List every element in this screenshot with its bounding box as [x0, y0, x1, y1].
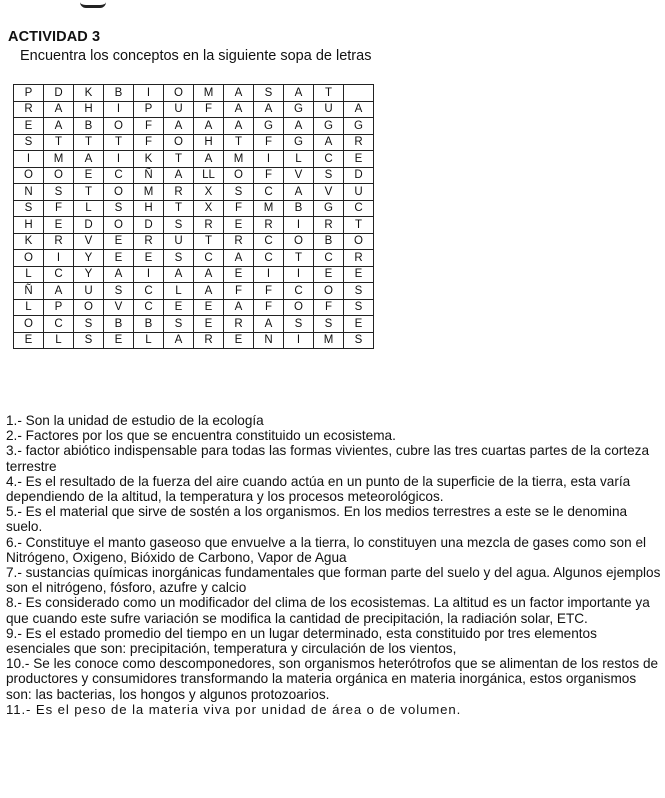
grid-cell: T: [284, 250, 314, 267]
clue-item: 9.- Es el estado promedio del tiempo en un lugar determinado, esta constituido por tres elementos esenciales que son: precipitación, temperatura y circulación de los vientos,: [6, 625, 597, 657]
grid-cell: R: [224, 316, 254, 333]
grid-cell: R: [134, 233, 164, 250]
clue-item: 1.- Son la unidad de estudio de la ecología: [6, 413, 264, 428]
grid-cell: D: [74, 217, 104, 234]
grid-cell: L: [44, 332, 74, 349]
grid-cell: A: [194, 118, 224, 135]
grid-cell: I: [14, 151, 44, 168]
grid-cell: O: [284, 299, 314, 316]
grid-cell: A: [104, 266, 134, 283]
grid-cell: E: [344, 151, 374, 168]
grid-cell: E: [104, 233, 134, 250]
grid-cell: G: [344, 118, 374, 135]
grid-cell: M: [134, 184, 164, 201]
grid-row: [14, 316, 374, 333]
grid-cell: A: [254, 316, 284, 333]
grid-cell: C: [44, 266, 74, 283]
grid-row: [14, 332, 374, 349]
clue-item: 7.- sustancias químicas inorgánicas fundamentales que forman parte del suelo y del agua. Algunos ejemplos son el nitrógeno, fósforo, azufre y calcio: [6, 565, 661, 596]
grid-cell: T: [74, 184, 104, 201]
grid-cell: B: [104, 85, 134, 102]
grid-cell: A: [314, 134, 344, 151]
grid-cell: H: [74, 101, 104, 118]
grid-cell: M: [194, 85, 224, 102]
grid-cell: H: [14, 217, 44, 234]
grid-cell: A: [164, 266, 194, 283]
grid-cell: G: [284, 101, 314, 118]
grid-cell: V: [74, 233, 104, 250]
grid-cell: G: [284, 134, 314, 151]
clue-item: 6.- Constituye el manto gaseoso que envuelve a la tierra, lo constituyen una mezcla de gases como son el Nitrógeno, Oxigeno, Bióxido de Carbono, Vapor de Agua: [6, 534, 647, 565]
grid-cell: F: [224, 200, 254, 217]
grid-cell: A: [284, 184, 314, 201]
grid-cell: H: [194, 134, 224, 151]
grid-cell: D: [44, 85, 74, 102]
grid-cell: P: [14, 85, 44, 102]
grid-cell: S: [344, 299, 374, 316]
grid-cell: S: [74, 316, 104, 333]
grid-cell: S: [14, 200, 44, 217]
grid-cell: C: [254, 233, 284, 250]
grid-cell: B: [314, 233, 344, 250]
grid-cell: S: [254, 85, 284, 102]
grid-cell: R: [344, 250, 374, 267]
grid-cell: O: [164, 85, 194, 102]
grid-cell: S: [284, 316, 314, 333]
grid-cell: I: [284, 266, 314, 283]
grid-cell: S: [314, 167, 344, 184]
grid-cell: N: [254, 332, 284, 349]
grid-cell: C: [134, 283, 164, 300]
grid-cell: I: [134, 266, 164, 283]
grid-row: [14, 134, 374, 151]
grid-cell: O: [104, 184, 134, 201]
grid-cell: R: [194, 217, 224, 234]
grid-cell: F: [254, 283, 284, 300]
grid-cell: O: [314, 283, 344, 300]
grid-cell: A: [44, 283, 74, 300]
grid-cell: I: [104, 151, 134, 168]
grid-cell: T: [164, 151, 194, 168]
grid-cell: A: [344, 101, 374, 118]
grid-cell: O: [14, 167, 44, 184]
grid-cell: K: [74, 85, 104, 102]
grid-cell: C: [314, 151, 344, 168]
clue-item: 2.- Factores por los que se encuentra constituido un ecosistema.: [6, 428, 396, 444]
grid-cell: L: [74, 200, 104, 217]
grid-cell: B: [134, 316, 164, 333]
grid-cell: G: [254, 118, 284, 135]
clue-item: 8.- Es considerado como un modificador del clima de los ecosistemas. La altitud es un factor importante ya que cuando este sufre variación se modifica la cantidad de precipitación, la radiación solar, ETC.: [6, 595, 650, 626]
grid-cell: F: [134, 134, 164, 151]
word-search-grid: [13, 84, 374, 349]
grid-cell: I: [284, 332, 314, 349]
grid-cell: H: [134, 200, 164, 217]
grid-cell: A: [254, 101, 284, 118]
grid-cell: L: [14, 266, 44, 283]
grid-cell: S: [344, 283, 374, 300]
grid-row: [14, 151, 374, 168]
grid-cell: L: [164, 283, 194, 300]
grid-cell: G: [314, 200, 344, 217]
grid-cell: O: [14, 250, 44, 267]
grid-cell: E: [14, 332, 44, 349]
grid-cell: A: [224, 101, 254, 118]
grid-cell: E: [194, 299, 224, 316]
grid-cell: S: [344, 332, 374, 349]
grid-cell: I: [254, 151, 284, 168]
grid-row: [14, 184, 374, 201]
grid-cell: O: [44, 167, 74, 184]
grid-row: [14, 250, 374, 267]
grid-cell: E: [194, 316, 224, 333]
grid-cell: I: [44, 250, 74, 267]
grid-cell: C: [344, 200, 374, 217]
grid-cell: S: [104, 283, 134, 300]
grid-cell: X: [194, 200, 224, 217]
grid-cell: U: [164, 101, 194, 118]
grid-cell: P: [134, 101, 164, 118]
grid-cell: Y: [74, 266, 104, 283]
grid-cell: F: [254, 134, 284, 151]
grid-cell: Ñ: [134, 167, 164, 184]
clue-item: 5.- Es el material que sirve de sostén a los organismos. En los medios terrestres a este se le denomina suelo.: [6, 504, 628, 535]
grid-cell: R: [44, 233, 74, 250]
activity-title: ACTIVIDAD 3: [8, 29, 101, 45]
grid-cell: V: [314, 184, 344, 201]
grid-cell: E: [14, 118, 44, 135]
grid-cell: A: [194, 266, 224, 283]
grid-cell: A: [224, 250, 254, 267]
grid-cell: B: [104, 316, 134, 333]
grid-cell: R: [14, 101, 44, 118]
clue-list: [6, 413, 662, 717]
grid-cell: [344, 85, 374, 102]
grid-cell: E: [164, 299, 194, 316]
grid-cell: S: [224, 184, 254, 201]
grid-cell: O: [284, 233, 314, 250]
grid-cell: A: [164, 332, 194, 349]
grid-cell: LL: [194, 167, 224, 184]
grid-cell: U: [164, 233, 194, 250]
grid-cell: P: [44, 299, 74, 316]
grid-cell: F: [254, 167, 284, 184]
grid-cell: K: [134, 151, 164, 168]
grid-row: [14, 217, 374, 234]
grid-cell: C: [314, 250, 344, 267]
grid-cell: C: [104, 167, 134, 184]
grid-cell: S: [164, 217, 194, 234]
grid-cell: S: [164, 250, 194, 267]
grid-cell: E: [224, 266, 254, 283]
grid-cell: M: [254, 200, 284, 217]
grid-cell: A: [164, 118, 194, 135]
grid-cell: U: [74, 283, 104, 300]
grid-row: [14, 118, 374, 135]
grid-cell: I: [104, 101, 134, 118]
grid-cell: A: [74, 151, 104, 168]
grid-cell: U: [314, 101, 344, 118]
grid-cell: X: [194, 184, 224, 201]
grid-cell: M: [44, 151, 74, 168]
grid-cell: L: [14, 299, 44, 316]
grid-cell: L: [284, 151, 314, 168]
grid-cell: L: [134, 332, 164, 349]
grid-row: [14, 85, 374, 102]
clue-item: 11.- Es el peso de la materia viva por unidad de área o de volumen.: [6, 701, 462, 717]
grid-cell: E: [344, 316, 374, 333]
grid-cell: S: [74, 332, 104, 349]
grid-cell: A: [44, 118, 74, 135]
grid-cell: M: [224, 151, 254, 168]
grid-cell: F: [314, 299, 344, 316]
grid-cell: A: [224, 85, 254, 102]
grid-cell: E: [134, 250, 164, 267]
grid-cell: S: [104, 200, 134, 217]
grid-cell: F: [224, 283, 254, 300]
grid-cell: E: [104, 332, 134, 349]
grid-row: [14, 266, 374, 283]
grid-cell: T: [224, 134, 254, 151]
grid-cell: I: [254, 266, 284, 283]
grid-cell: A: [224, 118, 254, 135]
grid-row: [14, 167, 374, 184]
grid-cell: A: [164, 167, 194, 184]
grid-cell: T: [104, 134, 134, 151]
grid-cell: Y: [74, 250, 104, 267]
grid-cell: I: [284, 217, 314, 234]
grid-cell: T: [194, 233, 224, 250]
grid-row: [14, 200, 374, 217]
grid-cell: S: [314, 316, 344, 333]
grid-cell: A: [284, 85, 314, 102]
clue-item: 4.- Es el resultado de la fuerza del aire cuando actúa en un punto de la superficie de la tierra, esta varía dependiendo de la altitud, la temperatura y los procesos meteorológicos.: [6, 473, 631, 505]
grid-row: [14, 101, 374, 118]
grid-cell: M: [314, 332, 344, 349]
grid-cell: R: [344, 134, 374, 151]
grid-cell: S: [44, 184, 74, 201]
grid-cell: F: [44, 200, 74, 217]
grid-cell: C: [44, 316, 74, 333]
grid-cell: V: [284, 167, 314, 184]
grid-cell: O: [104, 217, 134, 234]
grid-cell: C: [284, 283, 314, 300]
grid-cell: E: [74, 167, 104, 184]
grid-cell: F: [254, 299, 284, 316]
grid-cell: U: [344, 184, 374, 201]
grid-cell: O: [224, 167, 254, 184]
grid-cell: T: [344, 217, 374, 234]
grid-cell: O: [74, 299, 104, 316]
grid-cell: Ñ: [14, 283, 44, 300]
grid-row: [14, 299, 374, 316]
grid-cell: T: [314, 85, 344, 102]
grid-cell: A: [194, 151, 224, 168]
grid-cell: K: [14, 233, 44, 250]
grid-cell: A: [284, 118, 314, 135]
grid-cell: A: [194, 283, 224, 300]
grid-cell: O: [344, 233, 374, 250]
grid-cell: T: [44, 134, 74, 151]
clue-item: 10.- Se les conoce como descomponedores, son organismos heterótrofos que se alimentan de los restos de productores y consumidores transformando la materia orgánica en materia inorgánica, estos organismos son: las bacterias, los hongos y algunos protozoarios.: [6, 656, 659, 702]
top-mark: [80, 0, 106, 8]
grid-cell: T: [74, 134, 104, 151]
grid-cell: S: [14, 134, 44, 151]
grid-cell: E: [344, 266, 374, 283]
grid-cell: R: [224, 233, 254, 250]
grid-cell: E: [104, 250, 134, 267]
grid-cell: O: [14, 316, 44, 333]
grid-cell: O: [164, 134, 194, 151]
grid-cell: B: [284, 200, 314, 217]
grid-cell: D: [344, 167, 374, 184]
grid-cell: E: [314, 266, 344, 283]
grid-cell: T: [164, 200, 194, 217]
grid-cell: E: [224, 217, 254, 234]
grid-cell: R: [164, 184, 194, 201]
grid-cell: E: [44, 217, 74, 234]
activity-instruction: Encuentra los conceptos en la siguiente sopa de letras: [20, 48, 372, 64]
grid-cell: V: [104, 299, 134, 316]
grid-cell: D: [134, 217, 164, 234]
grid-cell: C: [134, 299, 164, 316]
grid-row: [14, 283, 374, 300]
grid-cell: C: [254, 184, 284, 201]
grid-cell: B: [74, 118, 104, 135]
grid-cell: R: [254, 217, 284, 234]
grid-cell: F: [134, 118, 164, 135]
grid-cell: C: [254, 250, 284, 267]
grid-cell: A: [224, 299, 254, 316]
grid-cell: C: [194, 250, 224, 267]
grid-row: [14, 233, 374, 250]
grid-cell: O: [104, 118, 134, 135]
grid-cell: S: [164, 316, 194, 333]
grid-cell: N: [14, 184, 44, 201]
grid-cell: R: [314, 217, 344, 234]
grid-cell: I: [134, 85, 164, 102]
grid-cell: A: [44, 101, 74, 118]
clue-item: 3.- factor abiótico indispensable para todas las formas vivientes, cubre las tres cuartas partes de la corteza terrestre: [6, 443, 650, 474]
grid-cell: F: [194, 101, 224, 118]
grid-cell: R: [194, 332, 224, 349]
grid-cell: G: [314, 118, 344, 135]
grid-cell: E: [224, 332, 254, 349]
